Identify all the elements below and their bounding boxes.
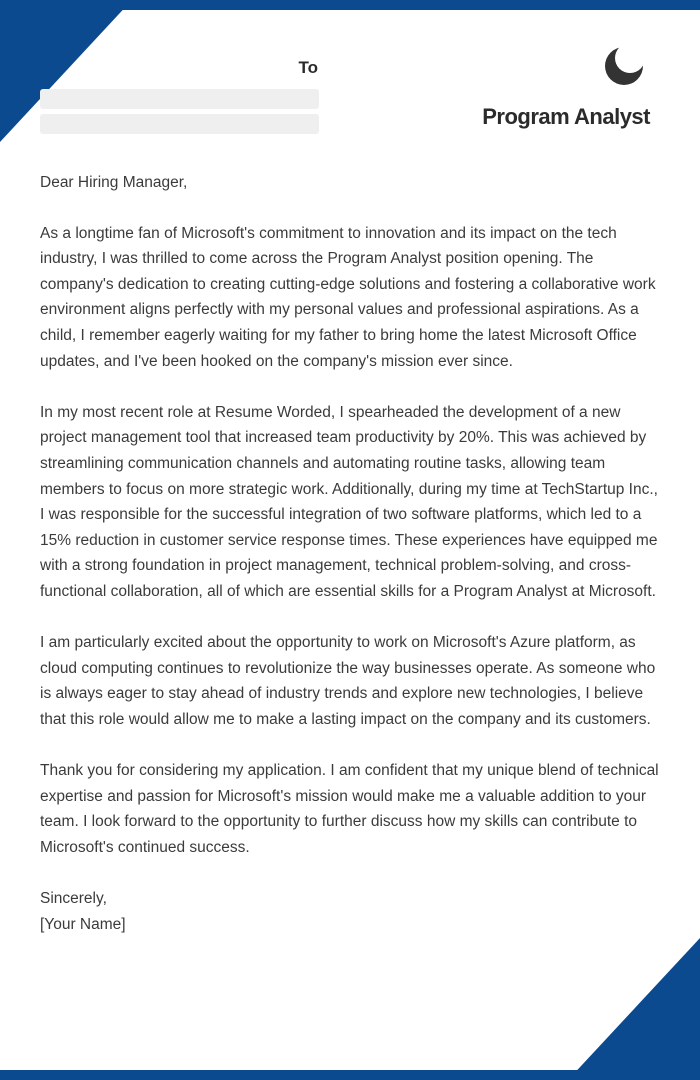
- letter-body: [40, 170, 660, 937]
- sign-off: Sincerely,: [40, 890, 107, 908]
- body-paragraph: In my most recent role at Resume Worded, I spearheaded the development of a new project management tool that increased team productivity by 20%. This was achieved by streamlining communication channels and automating routine tasks, allowing team members to focus on more strategic work. Additionally, during my time at TechStartup Inc., I was responsible for the successful integration of two software platforms, which led to a 15% reduction in customer service response times. These experiences have equipped me with a strong foundation in project management, technical problem-solving, and cross-functional collaboration, all of which are essential skills for a Program Analyst at Microsoft.: [40, 403, 658, 600]
- body-paragraph: I am particularly excited about the opportunity to work on Microsoft's Azure platform, as cloud computing continues to revolutionize the way businesses operate. As someone who is always eager to stay ahead of industry trends and explore new technologies, I believe that this role would allow me to make a lasting impact on the company and its customers.: [40, 634, 656, 728]
- moon-icon: [602, 44, 646, 88]
- body-paragraph: As a longtime fan of Microsoft's commitment to innovation and its impact on the tech industry, I was thrilled to come across the Program Analyst position opening. The company's dedication to creating cutting-edge solutions and fostering a collaborative work environment aligns perfectly with my personal values and professional aspirations. As a child, I remember eagerly waiting for my father to bring home the latest Microsoft Office updates, and I've been hooked on the company's mission ever since.: [40, 224, 656, 370]
- recipient-line-redacted: [40, 114, 319, 134]
- greeting: Dear Hiring Manager,: [40, 174, 188, 191]
- corner-decoration-bottom-right: [568, 938, 700, 1080]
- recipient-label: To: [298, 58, 318, 77]
- bottom-border: [0, 1070, 700, 1080]
- job-title: Program Analyst: [482, 104, 650, 129]
- recipient-line-redacted: [40, 89, 319, 109]
- body-paragraph: Thank you for considering my application. I am confident that my unique blend of technical expertise and passion for Microsoft's mission would make me a valuable addition to your team. I look forward to the opportunity to further discuss how my skills can contribute to Microsoft's continued success.: [40, 762, 659, 856]
- signature: [Your Name]: [40, 915, 126, 933]
